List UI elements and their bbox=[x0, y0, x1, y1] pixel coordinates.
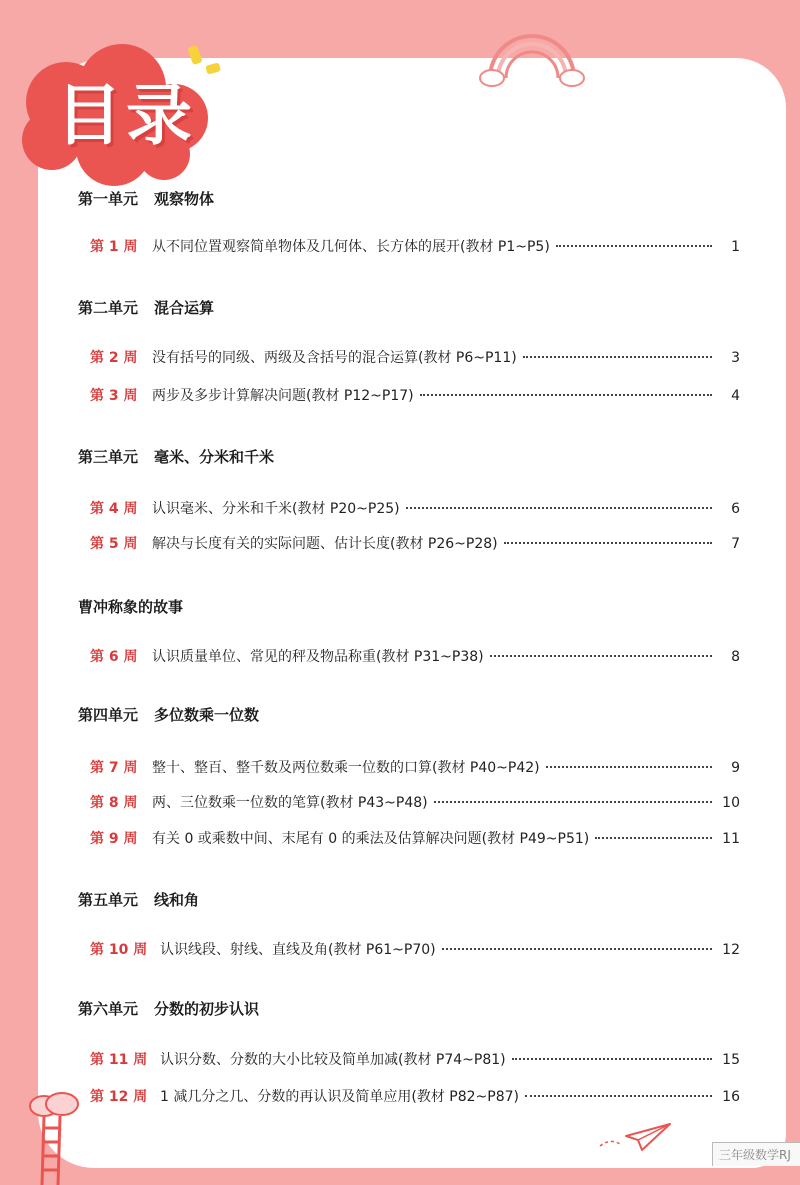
unit-4-heading: 第四单元 多位数乘一位数 bbox=[78, 706, 260, 724]
rainbow-cloud-icon bbox=[478, 26, 588, 90]
page-title: 目录 bbox=[56, 77, 196, 154]
unit-1-heading: 第一单元 观察物体 bbox=[78, 190, 215, 208]
toc-row-week-8[interactable]: 第 8 周 两、三位数乘一位数的笔算(教材 P43~P48) 10 bbox=[90, 795, 740, 811]
toc-row-week-3[interactable]: 第 3 周 两步及多步计算解决问题(教材 P12~P17) 4 bbox=[90, 388, 740, 404]
toc-row-week-7[interactable]: 第 7 周 整十、整百、整千数及两位数乘一位数的口算(教材 P40~P42) 9 bbox=[90, 760, 740, 776]
unit-5-heading: 第五单元 线和角 bbox=[78, 891, 200, 909]
toc-row-week-12[interactable]: 第 12 周 1 减几分之几、分数的再认识及简单应用(教材 P82~P87) 16 bbox=[90, 1089, 740, 1105]
toc-row-week-11[interactable]: 第 11 周 认识分数、分数的大小比较及简单加减(教材 P74~P81) 15 bbox=[90, 1052, 740, 1068]
toc-row-week-9[interactable]: 第 9 周 有关 0 或乘数中间、末尾有 0 的乘法及估算解决问题(教材 P49~P51) 11 bbox=[90, 831, 740, 847]
toc-row-week-2[interactable]: 第 2 周 没有括号的同级、两级及含括号的混合运算(教材 P6~P11) 3 bbox=[90, 350, 740, 366]
ladder-cloud-icon bbox=[26, 1092, 86, 1185]
footer-label: 三年级数学RJ bbox=[712, 1142, 800, 1166]
toc-row-week-1[interactable]: 第 1 周 从不同位置观察简单物体及几何体、长方体的展开(教材 P1~P5) 1 bbox=[90, 239, 740, 255]
unit-6-heading: 第六单元 分数的初步认识 bbox=[78, 1000, 260, 1018]
toc-row-week-10[interactable]: 第 10 周 认识线段、射线、直线及角(教材 P61~P70) 12 bbox=[90, 942, 740, 958]
toc-row-week-4[interactable]: 第 4 周 认识毫米、分米和千米(教材 P20~P25) 6 bbox=[90, 501, 740, 517]
toc-row-week-6[interactable]: 第 6 周 认识质量单位、常见的秤及物品称重(教材 P31~P38) 8 bbox=[90, 649, 740, 665]
sparkle-icon bbox=[184, 40, 224, 84]
unit-story-heading: 曹冲称象的故事 bbox=[78, 598, 184, 616]
paper-plane-icon bbox=[596, 1116, 676, 1156]
unit-3-heading: 第三单元 毫米、分米和千米 bbox=[78, 448, 275, 466]
toc-row-week-5[interactable]: 第 5 周 解决与长度有关的实际问题、估计长度(教材 P26~P28) 7 bbox=[90, 536, 740, 552]
unit-2-heading: 第二单元 混合运算 bbox=[78, 299, 215, 317]
